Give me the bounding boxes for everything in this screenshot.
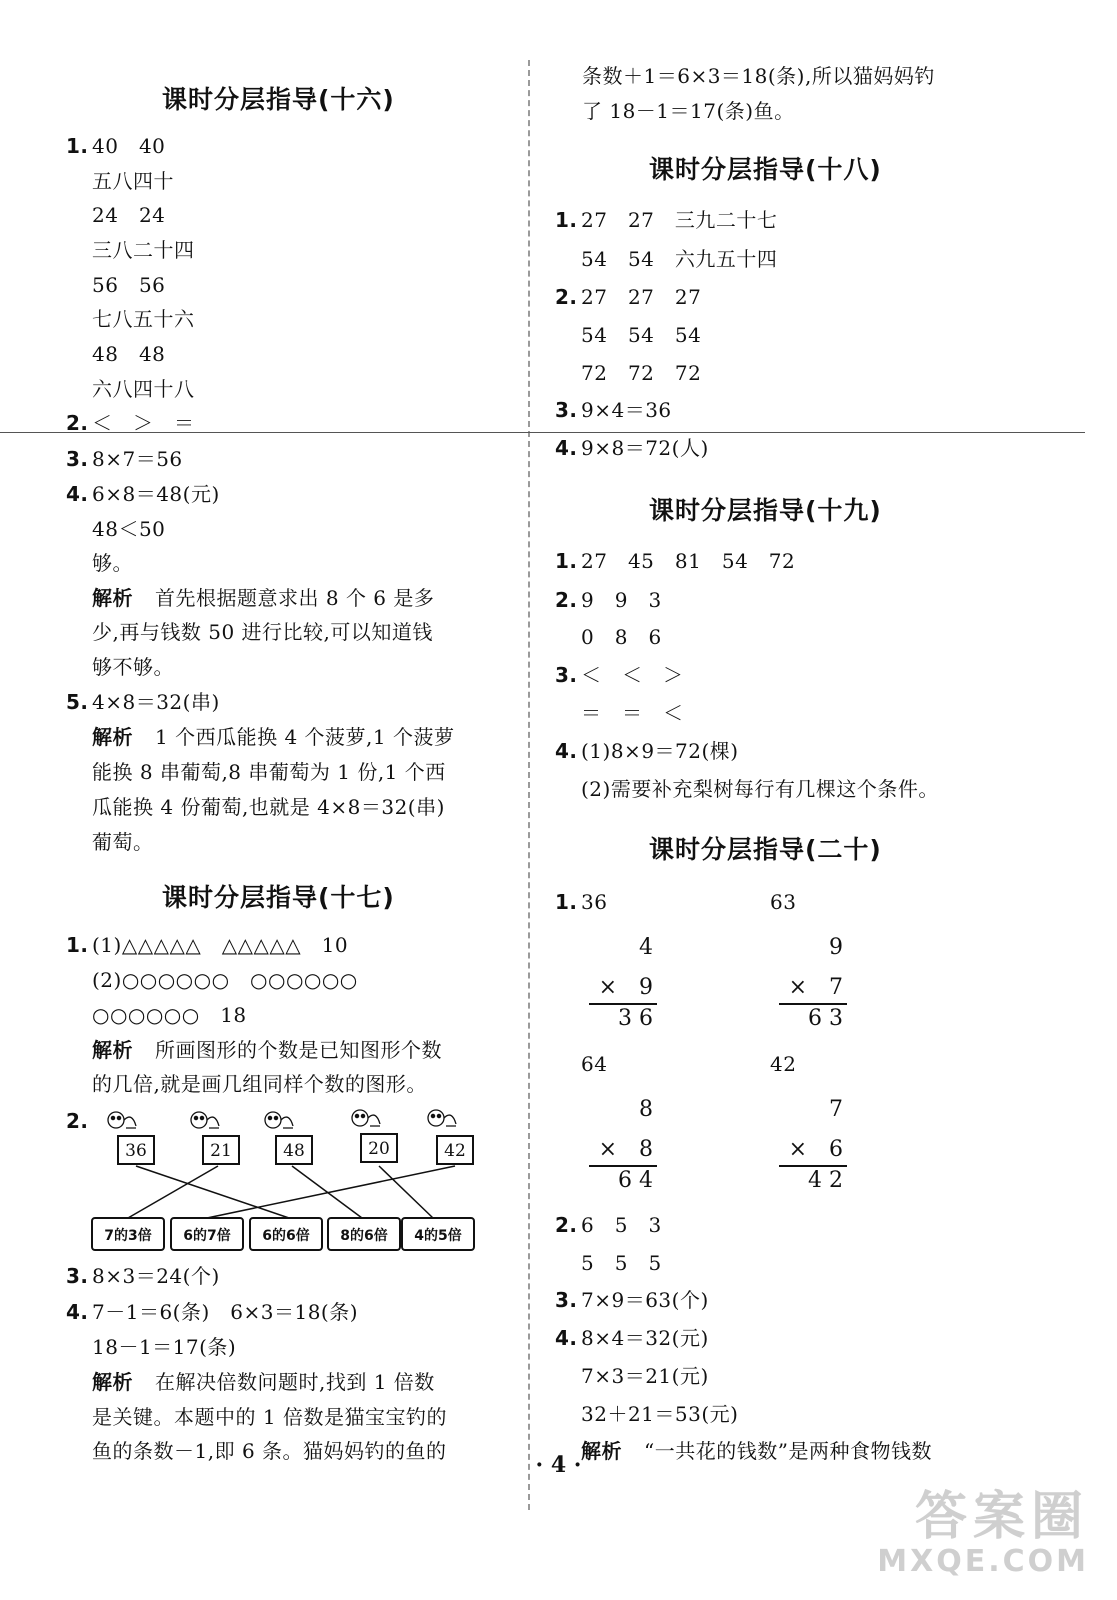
watermark-logo: 答案圈 [914, 1487, 1089, 1547]
calc-b-result: 6 3 [808, 1006, 843, 1031]
s18-q2-line2: 54 54 54 [581, 323, 702, 347]
calc-d-bar [779, 1165, 847, 1167]
s18-q4: 4. 9×8＝72(人) [555, 436, 709, 460]
s17-q4-analysis2: 是关键。本题中的 1 倍数是猫宝宝钓的 [92, 1405, 447, 1429]
s16-q4-analysis1: 解析 首先根据题意求出 8 个 6 是多 [92, 586, 435, 610]
s18-q1-line1: 1. 27 27 三九二十七 [555, 208, 778, 232]
section-17-title: 课时分层指导(十七) [162, 883, 395, 912]
s20-q1-label-d: 42 [770, 1052, 797, 1076]
s19-q4-line2: (2)需要补充梨树每行有几棵这个条件。 [581, 777, 939, 801]
top-label-3: 20 [368, 1139, 390, 1159]
matching-diagram [90, 1100, 480, 1260]
calc-a-result: 3 6 [618, 1006, 653, 1031]
s16-q1-line8: 六八四十八 [92, 377, 195, 401]
watermark [877, 1488, 1089, 1578]
s17-q2-number: 2. [66, 1109, 89, 1133]
bottom-label-0: 7的3倍 [104, 1228, 152, 1244]
bottom-label-4: 4的5倍 [414, 1228, 462, 1244]
s16-q5-analysis1: 解析 1 个西瓜能换 4 个菠萝,1 个菠萝 [92, 725, 455, 749]
calc-b-multiplicand: 9 [829, 935, 843, 960]
s18-q3: 3. 9×4＝36 [555, 398, 672, 422]
s20-q2-line2: 5 5 5 [581, 1251, 662, 1275]
s17-q4-analysis1: 解析 在解决倍数问题时,找到 1 倍数 [92, 1370, 435, 1394]
s16-q4-line2: 48＜50 [92, 517, 166, 541]
s16-q4-analysis3: 够不够。 [92, 655, 174, 679]
vertical-calc-d [775, 1097, 843, 1197]
s18-q2-line1: 2. 27 27 27 [555, 285, 702, 309]
s17-continued-line1: 条数＋1＝6×3＝18(条),所以猫妈妈钓 [582, 64, 935, 88]
calc-b-multiplier: × 7 [788, 975, 843, 1000]
s17-q1-analysis1: 解析 所画图形的个数是已知图形个数 [92, 1038, 442, 1062]
match-line-42-to-6x7 [207, 1166, 455, 1218]
calc-c-result: 6 4 [618, 1168, 653, 1193]
calc-c-multiplier: × 8 [598, 1137, 653, 1162]
s18-q1-line2: 54 54 六九五十四 [581, 247, 778, 271]
calc-a-multiplicand: 4 [639, 935, 653, 960]
section-20-title: 课时分层指导(二十) [649, 835, 882, 864]
s16-q5-analysis4: 葡萄。 [92, 830, 154, 854]
s19-q3-line1: 3. ＜ ＜ ＞ [555, 663, 684, 687]
s19-q1: 1. 27 45 81 54 72 [555, 549, 796, 573]
watermark-site: MXQE.COM [877, 1544, 1089, 1579]
top-label-0: 36 [125, 1141, 147, 1161]
bird-icon [265, 1112, 293, 1128]
top-label-1: 21 [210, 1141, 232, 1161]
vertical-calc-a [585, 935, 653, 1035]
s16-q5-analysis2: 能换 8 串葡萄,8 串葡萄为 1 份,1 个西 [92, 760, 446, 784]
s16-q1-line3: 24 24 [92, 203, 166, 227]
s18-q2-line3: 72 72 72 [581, 361, 702, 385]
section-19-title: 课时分层指导(十九) [649, 496, 882, 525]
s17-continued-line2: 了 18－1＝17(条)鱼。 [582, 99, 795, 123]
s19-q2-line1: 2. 9 9 3 [555, 588, 662, 612]
bird-icon [428, 1110, 456, 1126]
s16-q1-line5: 56 56 [92, 273, 166, 297]
match-line-21-to-7x3 [128, 1166, 218, 1218]
s17-q1-line2: (2)○○○○○○ ○○○○○○ [92, 968, 358, 992]
s16-q5-line1: 5. 4×8＝32(串) [66, 690, 220, 714]
bottom-label-3: 8的6倍 [340, 1228, 388, 1244]
s20-q4-analysis1: 解析 “一共花的钱数”是两种食物钱数 [581, 1439, 932, 1463]
match-line-36-to-6x6 [136, 1166, 289, 1218]
s17-q4-line2: 18－1＝17(条) [92, 1335, 237, 1359]
s16-q4-line3: 够。 [92, 551, 133, 575]
section-16-title: 课时分层指导(十六) [162, 85, 395, 114]
column-divider [528, 60, 530, 1510]
page-number: · 4 · [535, 1452, 582, 1478]
top-label-4: 42 [444, 1141, 466, 1161]
s17-q1-line3: ○○○○○○ 18 [92, 1003, 247, 1027]
s20-q1-label-b: 63 [770, 890, 797, 914]
s17-q1-line1: 1. (1)△△△△△ △△△△△ 10 [66, 933, 349, 957]
calc-d-multiplier: × 6 [788, 1137, 843, 1162]
s16-q4-analysis2: 少,再与钱数 50 进行比较,可以知道钱 [92, 620, 433, 644]
s20-q4-line1: 4. 8×4＝32(元) [555, 1326, 709, 1350]
s16-q4-line1: 4. 6×8＝48(元) [66, 482, 220, 506]
calc-c-bar [589, 1165, 657, 1167]
match-line-20-to-4x5 [379, 1166, 433, 1218]
calc-a-bar [589, 1003, 657, 1005]
section-18-title: 课时分层指导(十八) [649, 155, 882, 184]
calc-d-result: 4 2 [808, 1168, 843, 1193]
s16-q1-line4: 三八二十四 [92, 238, 195, 262]
top-label-2: 48 [283, 1141, 305, 1161]
s17-q1-analysis2: 的几倍,就是画几组同样个数的图形。 [92, 1072, 427, 1096]
s17-q4-analysis3: 鱼的条数－1,即 6 条。猫妈妈钓的鱼的 [92, 1439, 447, 1463]
s16-q1-line1: 1. 40 40 [66, 134, 166, 158]
s16-q3: 3. 8×7＝56 [66, 447, 183, 471]
s16-q1-line6: 七八五十六 [92, 307, 195, 331]
s17-q4-line1: 4. 7－1＝6(条) 6×3＝18(条) [66, 1300, 359, 1324]
bird-icon [108, 1112, 136, 1128]
s16-q1-line2: 五八四十 [92, 169, 174, 193]
vertical-calc-b [775, 935, 843, 1035]
bottom-label-1: 6的7倍 [183, 1228, 231, 1244]
match-line-48-to-8x6 [292, 1166, 362, 1218]
s19-q2-line2: 0 8 6 [581, 625, 662, 649]
calc-c-multiplicand: 8 [639, 1097, 653, 1122]
s20-q4-line3: 32＋21＝53(元) [581, 1402, 739, 1426]
s20-q1-label-a: 1. 36 [555, 890, 608, 914]
calc-a-multiplier: × 9 [598, 975, 653, 1000]
bird-icon [191, 1112, 219, 1128]
s20-q4-line2: 7×3＝21(元) [581, 1364, 709, 1388]
calc-b-bar [779, 1003, 847, 1005]
bottom-label-2: 6的6倍 [262, 1228, 310, 1244]
calc-d-multiplicand: 7 [829, 1097, 843, 1122]
s16-q5-analysis3: 瓜能换 4 份葡萄,也就是 4×8＝32(串) [92, 795, 445, 819]
s19-q4-line1: 4. (1)8×9＝72(棵) [555, 739, 739, 763]
s20-q1-label-c: 64 [581, 1052, 608, 1076]
s20-q3: 3. 7×9＝63(个) [555, 1288, 709, 1312]
s16-q2: 2. ＜ ＞ ＝ [66, 411, 195, 435]
bird-icon [352, 1110, 380, 1126]
s17-q3: 3. 8×3＝24(个) [66, 1264, 220, 1288]
s16-q1-line7: 48 48 [92, 342, 166, 366]
s20-q2-line1: 2. 6 5 3 [555, 1213, 662, 1237]
s19-q3-line2: ＝ ＝ ＜ [581, 701, 684, 725]
vertical-calc-c [585, 1097, 653, 1197]
